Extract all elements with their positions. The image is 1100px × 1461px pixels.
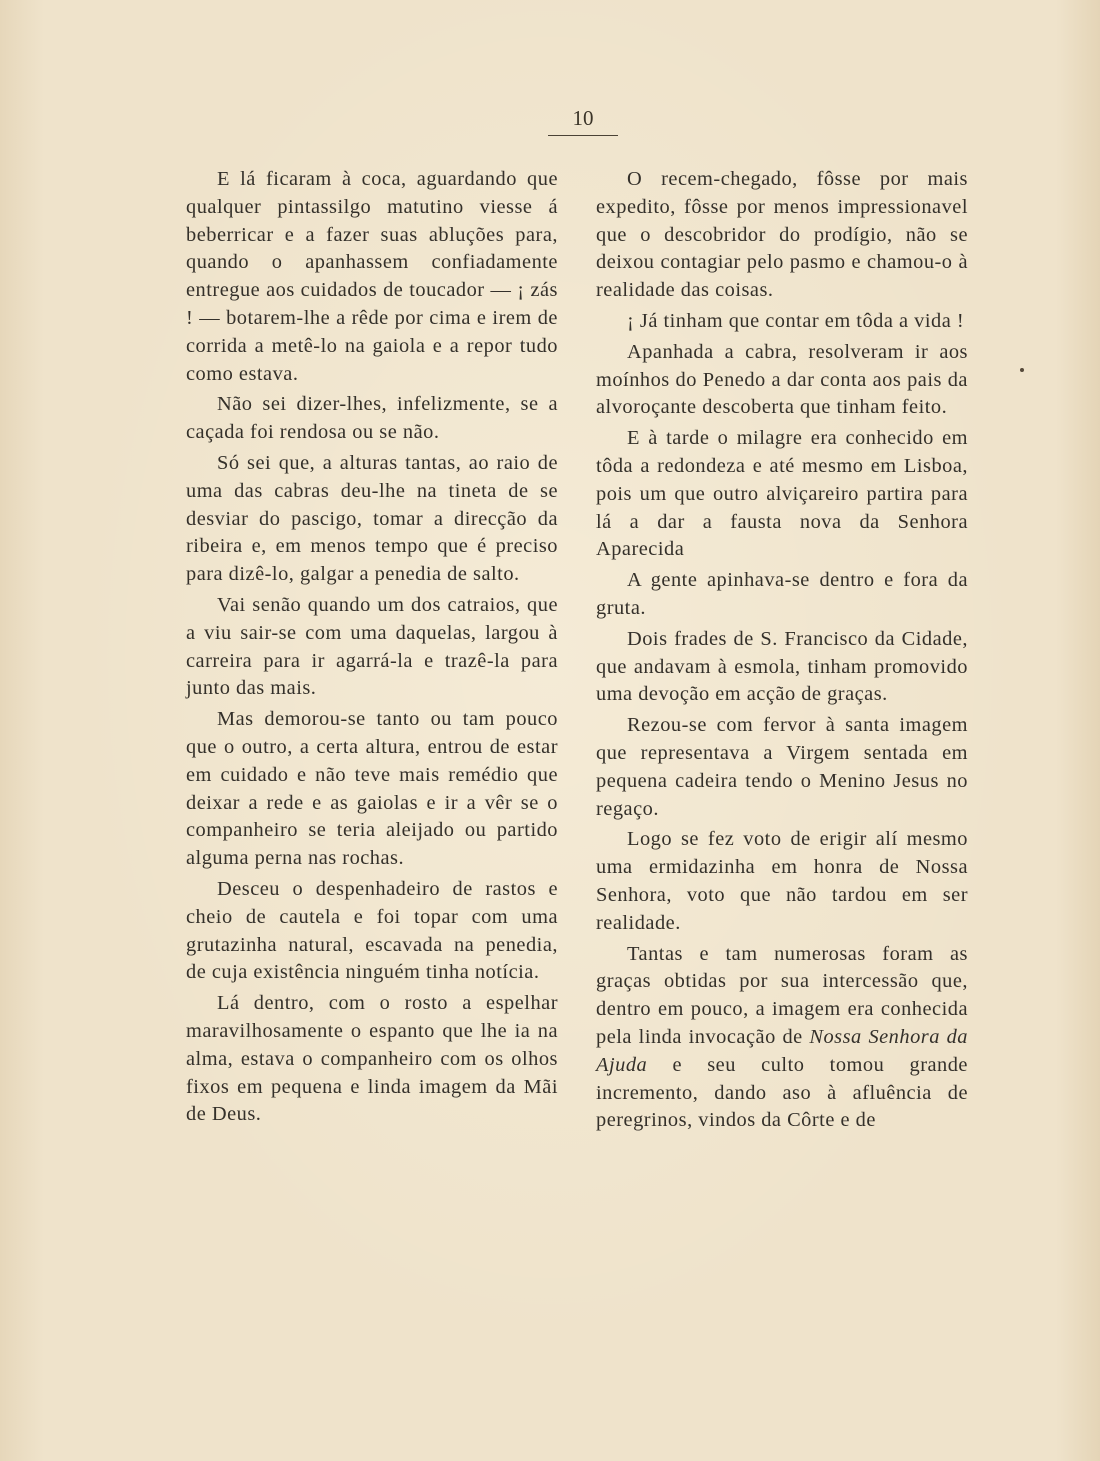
paragraph: A gente apinhava-se dentro e fora da gruta. <box>596 569 968 619</box>
paragraph: O recem-chegado, fôsse por mais expedito, fôsse por menos impressionavel que o descobridor do prodígio, não se deixou contagiar pelo pasmo e chamou-o à realidade das coisas. <box>596 168 968 302</box>
paragraph: Não sei dizer-lhes, infelizmente, se a caçada foi rendosa ou se não. <box>186 393 558 444</box>
paragraph: E lá ficaram à coca, aguardando que qualquer pintassilgo matutino viesse á beberricar e a fazer suas abluções para, quando o apanhassem confiadamente entregue aos cuidados de toucador — ¡ zás ! — botarem-lhe a rêde por cima e irem de corrida a metê-lo na gaiola e a repor tudo como estava. <box>186 168 558 385</box>
invocation-name: Nossa Senhora da Ajuda <box>596 1025 968 1076</box>
ink-speck <box>1020 368 1024 372</box>
right-column <box>596 166 968 1138</box>
left-column <box>186 166 558 1132</box>
paragraph: Rezou-se com fervor à santa imagem que representava a Virgem sentada em pequena cadeira tendo o Menino Jesus no regaço. <box>596 714 968 820</box>
paragraph-text: Tantas e tam numerosas foram as graças obtidas por sua intercessão que, dentro em pouco, a imagem era conhecida pela linda invocação de <box>596 942 968 1048</box>
paragraph: Logo se fez voto de erigir alí mesmo uma ermidazinha em honra de Nossa Senhora, voto que não tardou em ser realidade. <box>596 828 968 934</box>
paragraph: Lá dentro, com o rosto a espelhar maravilhosamente o espanto que lhe ia na alma, estava o companheiro com os olhos fixos em pequena e linda imagem da Mãi de Deus. <box>186 992 558 1126</box>
page-number-rule <box>548 135 618 136</box>
paragraph: Vai senão quando um dos catraios, que a viu sair-se com uma daquelas, largou à carreira para ir agarrá-la e trazê-la para junto das mais. <box>186 593 558 700</box>
paragraph: Desceu o despenhadeiro de rastos e cheio de cautela e foi topar com uma grutazinha natural, escavada na penedia, de cuja existência ninguém tinha notícia. <box>186 877 558 984</box>
paragraph: Só sei que, a alturas tantas, ao raio de uma das cabras deu-lhe na tineta de se desviar do pascigo, tomar a direcção da ribeira e, em menos tempo que é preciso para dizê-lo, galgar a penedia de salto. <box>186 451 558 586</box>
paragraph-text: e seu culto tomou grande incremento, dando aso à afluência de peregrinos, vindos da Côrte e de <box>596 1053 968 1132</box>
paragraph: Mas demorou-se tanto ou tam pouco que o outro, a certa altura, entrou de estar em cuidado e não teve mais remédio que deixar a rede e as gaiolas e ir a vêr se o companheiro se teria aleijado ou partido alguma perna nas rochas. <box>186 708 558 870</box>
paragraph-with-invocation <box>596 941 968 1136</box>
page-number: 10 <box>572 106 594 130</box>
page-header <box>548 104 618 136</box>
paragraph: E à tarde o milagre era conhecido em tôda a redondeza e até mesmo em Lisboa, pois um que outro alviçareiro partira para lá a dar a fausta nova da Senhora Aparecida <box>596 427 968 561</box>
paragraph: Apanhada a cabra, resolveram ir aos moínhos do Penedo a dar conta aos pais da alvoroçante descoberta que tinham feito. <box>596 340 968 419</box>
paragraph: Dois frades de S. Francisco da Cidade, que andavam à esmola, tinham promovido uma devoção em acção de graças. <box>596 627 968 706</box>
paragraph: ¡ Já tinham que contar em tôda a vida ! <box>627 309 965 332</box>
